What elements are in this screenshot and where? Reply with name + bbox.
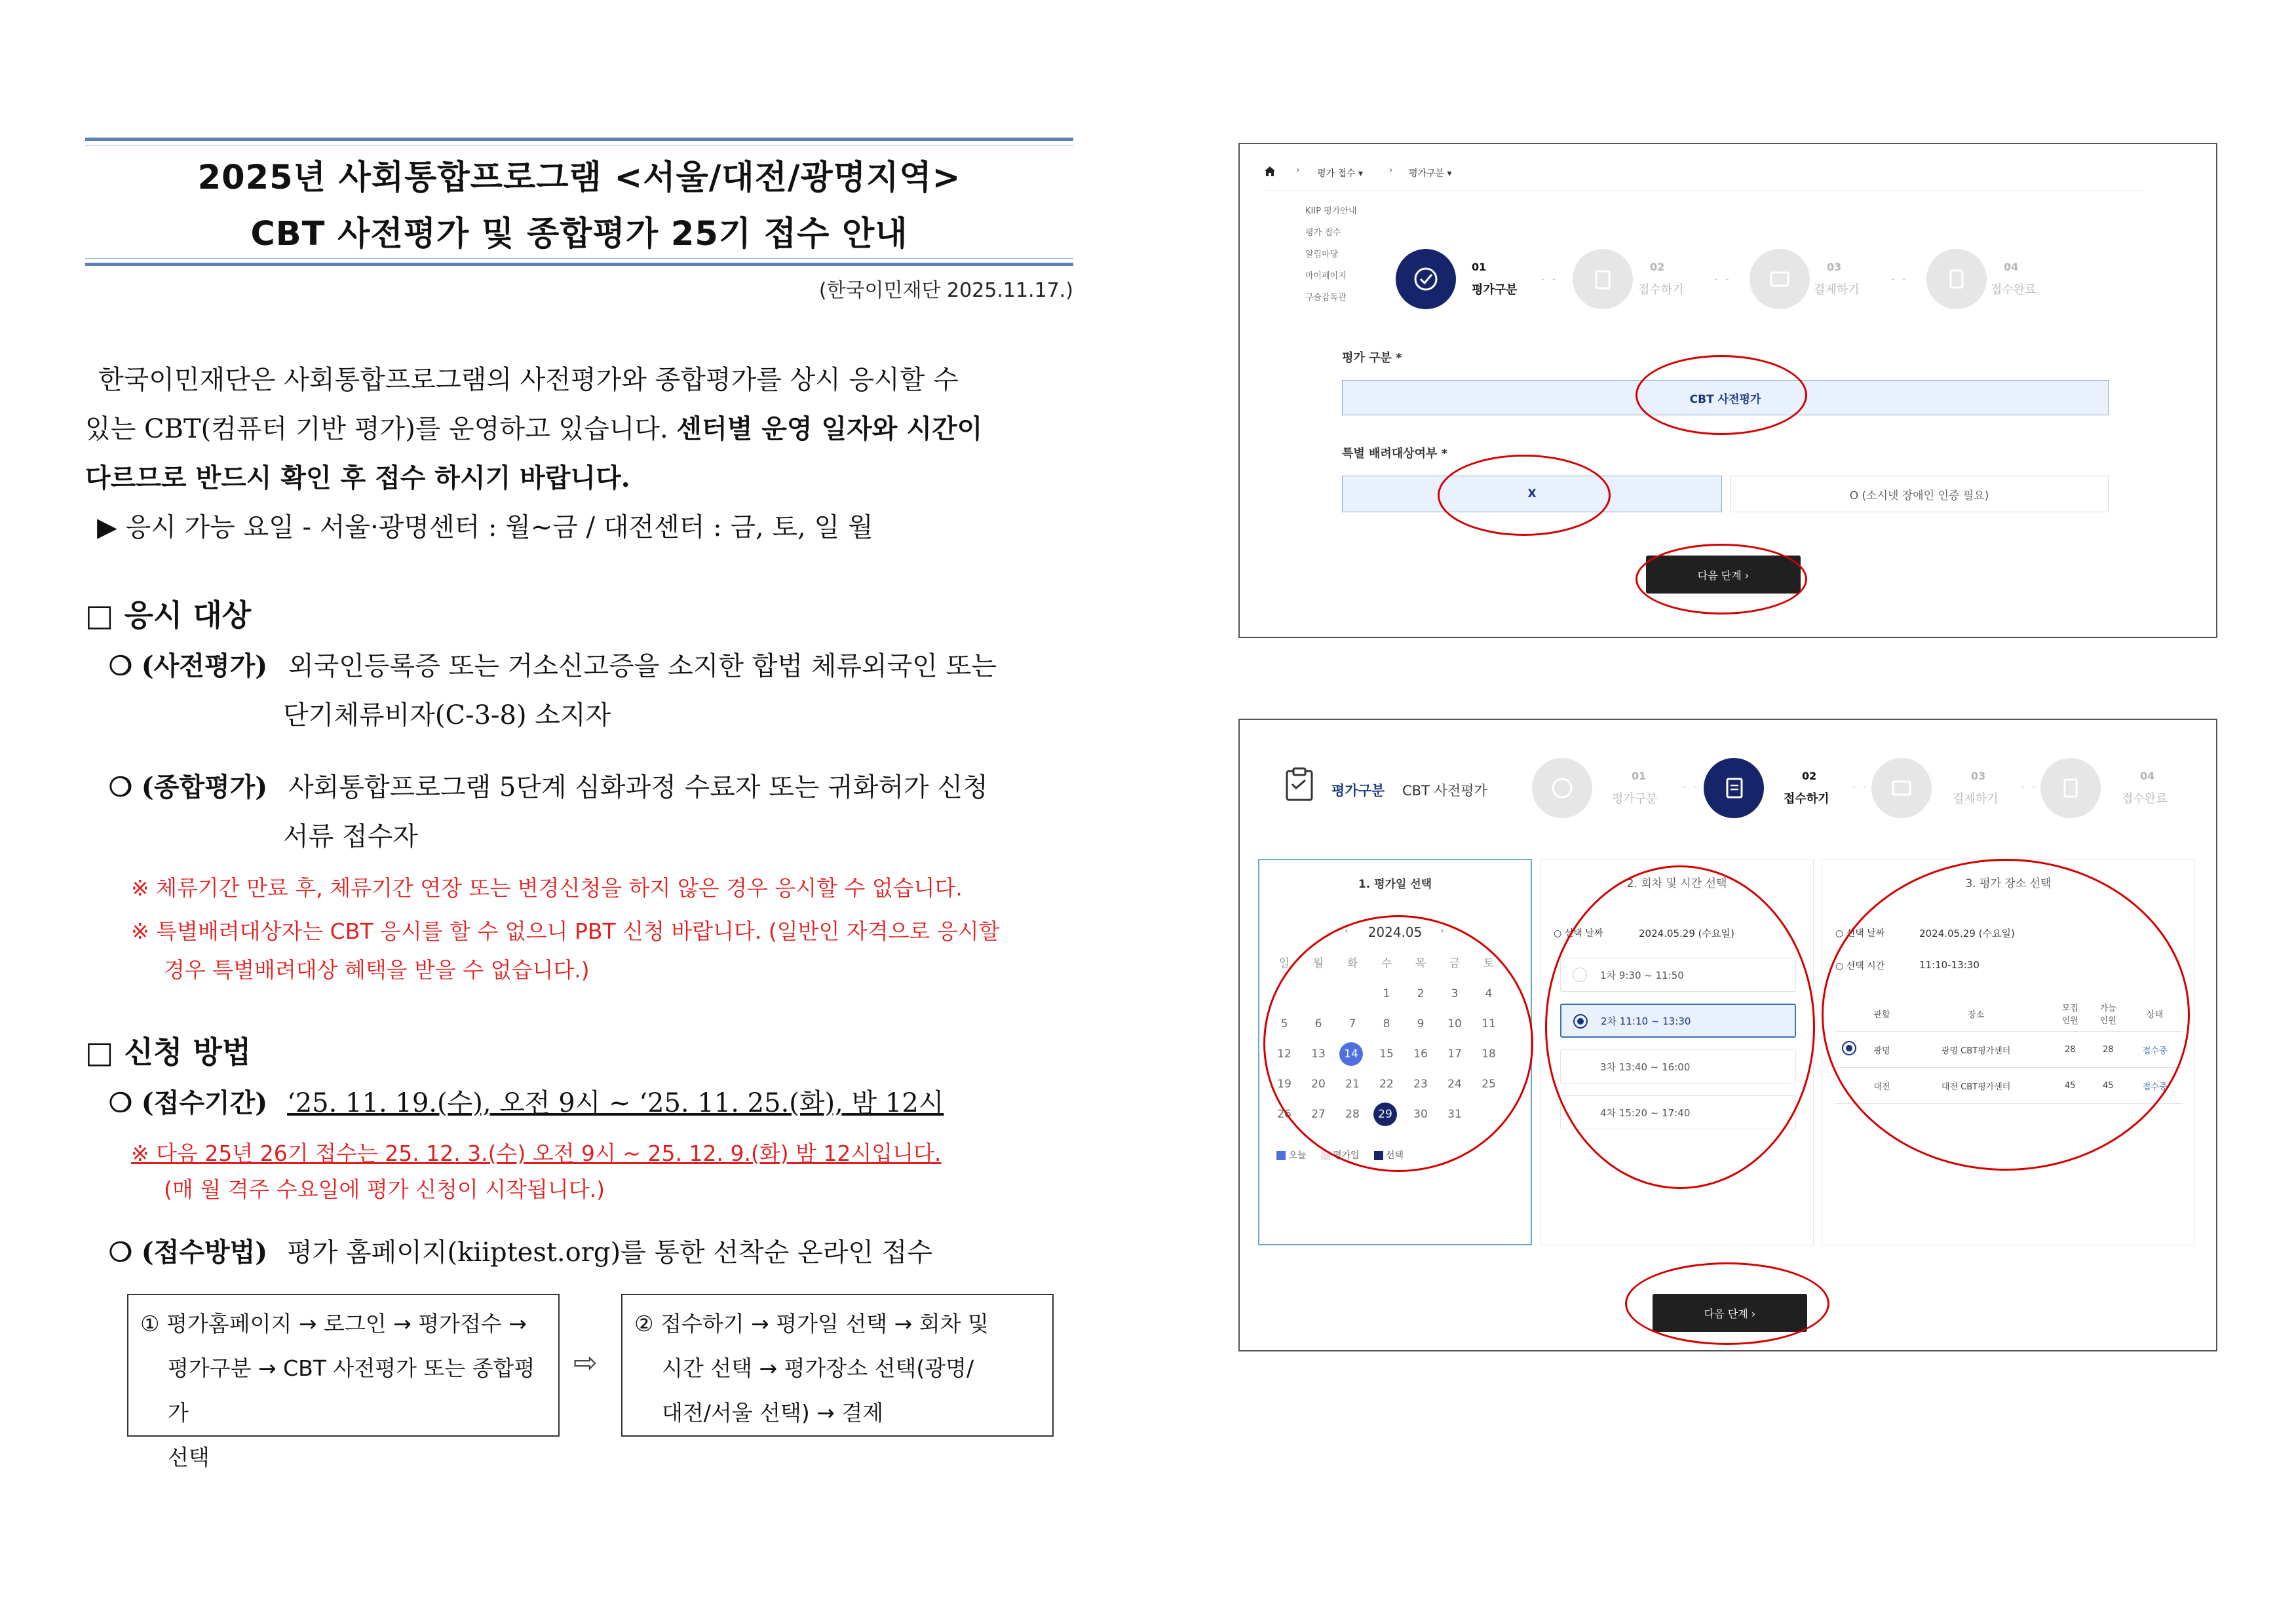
calendar-day[interactable]: 12 xyxy=(1277,1048,1292,1061)
time-slot-4[interactable]: 4차 15:20 ~ 17:40 xyxy=(1560,1095,1796,1129)
calendar-day-today[interactable]: 14 xyxy=(1339,1042,1363,1066)
available-days: ▶ 응시 가능 요일 - 서울·광명센터 : 월~금 / 대전센터 : 금, 토, 일 월 xyxy=(97,512,873,542)
cell-status: 접수중 xyxy=(2127,1068,2183,1104)
document-title-line2: CBT 사전평가 및 종합평가 25기 접수 안내 xyxy=(250,215,908,254)
step-3-label: 결제하기 xyxy=(1814,283,1860,297)
weekday-header: 수 xyxy=(1381,957,1392,970)
cell-capacity: 28 xyxy=(2051,1032,2089,1068)
eval-type-select[interactable]: CBT 사전평가 xyxy=(1342,380,2109,415)
weekday-header: 금 xyxy=(1449,957,1461,970)
intro-line-1: 한국이민재단은 사회통합프로그램의 사전평가와 종합평가를 상시 응시할 수 xyxy=(98,365,959,395)
location-select-column xyxy=(1822,859,2195,1245)
cell-capacity: 45 xyxy=(2051,1068,2089,1104)
home-icon[interactable] xyxy=(1263,165,1276,177)
cell-available: 28 xyxy=(2089,1032,2127,1068)
breadcrumb-eval-type[interactable]: 평가구분 ▾ xyxy=(1409,168,1452,179)
calendar-grid xyxy=(1267,952,1529,1148)
col-header-region: 관할 xyxy=(1863,996,1901,1032)
table-row[interactable] xyxy=(1835,1068,2183,1104)
calendar-day[interactable]: 7 xyxy=(1349,1017,1356,1030)
selected-date-label-2: ○ 선택 날짜 xyxy=(1835,928,1885,939)
total-eval-text-1: 사회통합프로그램 5단계 심화과정 수료자 또는 귀화허가 신청 xyxy=(288,772,988,803)
next-month-icon[interactable]: › xyxy=(1440,926,1444,936)
flow-box-2-line1: ② 접수하기 → 평가일 선택 → 회차 및 xyxy=(634,1311,989,1336)
total-eval-label: ❍ (종합평가) xyxy=(109,772,268,803)
field-special-label: 특별 배려대상여부 * xyxy=(1342,447,1448,461)
section-eligibility: □ 응시 대상 xyxy=(85,597,252,633)
section-apply-method: □ 신청 방법 xyxy=(85,1034,252,1070)
table-row[interactable] xyxy=(1835,1032,2183,1068)
step-1-icon xyxy=(1532,758,1592,818)
calendar-day[interactable]: 8 xyxy=(1383,1017,1390,1030)
cell-place: 광명 CBT평가센터 xyxy=(1901,1032,2051,1068)
calendar-day[interactable]: 26 xyxy=(1277,1108,1292,1121)
radio-icon xyxy=(1573,968,1587,982)
note-special-2: 경우 특별배려대상 혜택을 받을 수 없습니다.) xyxy=(164,957,590,983)
time-select-column xyxy=(1540,859,1814,1245)
step-2-num: 02 xyxy=(1802,770,1817,782)
calendar-day[interactable]: 18 xyxy=(1482,1048,1496,1061)
cell-available: 45 xyxy=(2089,1068,2127,1104)
calendar-legend xyxy=(1276,1148,1404,1161)
prev-month-icon[interactable]: ‹ xyxy=(1345,926,1349,936)
calendar-day[interactable]: 23 xyxy=(1413,1078,1428,1091)
col-header-place: 장소 xyxy=(1901,996,2051,1032)
document-title-line1: 2025년 사회통합프로그램 <서울/대전/광명지역> xyxy=(197,159,961,197)
period-label: ❍ (접수기간) xyxy=(109,1087,268,1118)
intro-line-2 xyxy=(85,408,982,445)
breadcrumb-eval-apply[interactable]: 평가 접수 ▾ xyxy=(1317,168,1364,179)
calendar-day-selected[interactable]: 29 xyxy=(1373,1103,1397,1126)
step-2-num: 02 xyxy=(1650,261,1665,273)
step-divider: - - xyxy=(1891,273,1908,285)
step-3-num: 03 xyxy=(1971,770,1986,782)
date-select-title: 1. 평가일 선택 xyxy=(1358,878,1432,891)
method-label: ❍ (접수방법) xyxy=(109,1237,268,1268)
cell-region: 광명 xyxy=(1863,1032,1901,1068)
note-special-1: ※ 특별배려대상자는 CBT 응시를 할 수 없으니 PBT 신청 바랍니다. (일반인 자격으로 응시할 xyxy=(131,918,1000,944)
calendar-day[interactable]: 19 xyxy=(1277,1078,1292,1091)
cell-place: 대전 CBT평가센터 xyxy=(1901,1068,2051,1104)
flow-box-1-line1: ① 평가홈페이지 → 로그인 → 평가접수 → xyxy=(140,1311,527,1336)
menu-item-kiip-guide[interactable]: KIIP 평가안내 xyxy=(1305,206,1357,216)
clipboard-icon xyxy=(1282,766,1318,803)
flow-box-1 xyxy=(127,1294,560,1470)
screenshot-panel-step1 xyxy=(1238,143,2217,638)
step-4-icon xyxy=(1926,249,1987,309)
legend-selected: 선택 xyxy=(1374,1148,1404,1161)
breadcrumb-divider xyxy=(1266,190,2144,191)
step-1-num: 01 xyxy=(1472,261,1487,273)
calendar-day[interactable]: 13 xyxy=(1311,1048,1326,1061)
calendar-day[interactable]: 6 xyxy=(1314,1017,1322,1030)
step-4-num: 04 xyxy=(2004,261,2019,273)
location-select-title: 3. 평가 장소 선택 xyxy=(1965,877,2052,890)
biweekly-note: (매 월 격주 수요일에 평가 신청이 시작됩니다.) xyxy=(164,1177,605,1202)
calendar-day[interactable]: 10 xyxy=(1447,1017,1462,1030)
flow-arrow-icon: ⇨ xyxy=(573,1346,598,1380)
document-title-box xyxy=(85,138,1073,266)
radio-checked-icon[interactable] xyxy=(1842,1041,1856,1055)
selected-time-label: ○ 선택 시간 xyxy=(1835,961,1885,972)
selected-date-value-2: 2024.05.29 (수요일) xyxy=(1919,928,2015,939)
screenshot-panel-step2 xyxy=(1238,719,2217,1351)
step-3-label: 결제하기 xyxy=(1953,792,1999,806)
step-divider: - - xyxy=(1714,273,1731,285)
calendar-day[interactable]: 25 xyxy=(1482,1078,1496,1091)
col-header-available: 가능 인원 xyxy=(2089,996,2127,1032)
step-4-num: 04 xyxy=(2140,770,2155,782)
step-divider: - - xyxy=(1683,780,1700,793)
calendar-day[interactable]: 11 xyxy=(1482,1017,1496,1030)
menu-item-mypage[interactable]: 마이페이지 xyxy=(1305,271,1347,281)
step-3-num: 03 xyxy=(1827,261,1842,273)
next-step-button[interactable]: 다음 단계 › xyxy=(1646,556,1801,594)
breadcrumb-sep-icon: › xyxy=(1296,165,1300,176)
step-divider: - - xyxy=(1852,780,1869,793)
time-select-title: 2. 회차 및 시간 선택 xyxy=(1626,877,1727,890)
calendar-day[interactable]: 15 xyxy=(1379,1048,1394,1061)
intro-line-2-bold: 센터별 운영 일자와 시간이 xyxy=(676,413,983,444)
weekday-header: 일 xyxy=(1278,957,1290,970)
calendar-day[interactable]: 31 xyxy=(1447,1108,1462,1121)
step-1-label: 평가구분 xyxy=(1472,283,1518,297)
radio-checked-icon xyxy=(1573,1014,1588,1029)
calendar-day[interactable]: 24 xyxy=(1447,1078,1462,1091)
table-header-row xyxy=(1835,996,2183,1032)
step-2-label: 접수하기 xyxy=(1784,792,1829,806)
total-eval-text-2: 서류 접수자 xyxy=(283,821,418,852)
calendar-day[interactable]: 2 xyxy=(1417,987,1425,1000)
step-2-icon xyxy=(1704,758,1764,818)
weekday-header: 목 xyxy=(1415,957,1426,970)
note-stay-expiry: ※ 체류기간 만료 후, 체류기간 연장 또는 변경신청을 하지 않은 경우 응시할 수 없습니다. xyxy=(131,875,963,901)
cell-region: 대전 xyxy=(1863,1068,1901,1104)
calendar-day[interactable]: 28 xyxy=(1345,1108,1360,1121)
calendar-day[interactable]: 9 xyxy=(1417,1017,1425,1030)
flow-box-2 xyxy=(621,1294,1054,1437)
calendar-day[interactable]: 4 xyxy=(1485,987,1493,1000)
pre-eval-text-2: 단기체류비자(C-3-8) 소지자 xyxy=(283,700,611,730)
flow-box-1-line3: 선택 xyxy=(168,1445,210,1470)
step-divider: - - xyxy=(2021,780,2038,793)
weekday-header: 화 xyxy=(1347,957,1358,970)
pre-eval-text-1: 외국인등록증 또는 거소신고증을 소지한 합법 체류외국인 또는 xyxy=(288,651,997,681)
period-text: ‘25. 11. 19.(수), 오전 9시 ~ ‘25. 11. 25.(화), 밤 12시 xyxy=(287,1088,944,1118)
flow-box-1-line2: 평가구분 → CBT 사전평가 또는 종합평가 xyxy=(168,1355,535,1426)
step-1-num: 01 xyxy=(1632,770,1647,782)
issue-date: (한국이민재단 2025.11.17.) xyxy=(818,279,1073,302)
menu-item-oral-supervisor[interactable]: 구술감독관 xyxy=(1305,293,1347,303)
col-header-status: 상태 xyxy=(2127,996,2183,1032)
step-4-label: 접수완료 xyxy=(2122,792,2168,806)
date-select-column xyxy=(1258,859,1532,1245)
intro-line-2-normal: 있는 CBT(컴퓨터 기반 평가)를 운영하고 있습니다. xyxy=(85,414,677,444)
calendar-month: 2024.05 xyxy=(1368,924,1423,940)
time-slot-1[interactable]: 1차 9:30 ~ 11:50 xyxy=(1560,958,1796,992)
calendar-day[interactable]: 3 xyxy=(1451,987,1459,1000)
method-text: 평가 홈페이지(kiiptest.org)를 통한 선착순 온라인 접수 xyxy=(287,1237,932,1268)
step-4-icon xyxy=(2040,758,2101,818)
calendar-day[interactable]: 1 xyxy=(1383,987,1390,1000)
calendar-day[interactable]: 17 xyxy=(1447,1048,1462,1061)
step-4-label: 접수완료 xyxy=(1991,283,2037,297)
location-table xyxy=(1835,996,2183,1104)
header-eval-type-value: CBT 사전평가 xyxy=(1402,783,1487,799)
header-eval-type-label: 평가구분 xyxy=(1331,783,1385,799)
step-2-label: 접수하기 xyxy=(1638,283,1684,297)
breadcrumb-sep-icon: › xyxy=(1389,165,1393,176)
special-option-x[interactable]: X xyxy=(1342,476,1722,512)
calendar-day[interactable]: 27 xyxy=(1311,1108,1326,1121)
legend-today: 오늘 xyxy=(1276,1148,1307,1161)
pre-eval-label: ❍ (사전평가) xyxy=(109,651,268,681)
calendar-day[interactable]: 20 xyxy=(1311,1078,1326,1091)
next-period-note: ※ 다음 25년 26기 접수는 25. 12. 3.(수) 오전 9시 ~ 25. 12. 9.(화) 밤 12시입니다. xyxy=(131,1141,942,1166)
weekday-header: 토 xyxy=(1483,957,1495,970)
time-slot-2[interactable]: 2차 11:10 ~ 13:30 xyxy=(1560,1004,1796,1038)
weekday-header: 월 xyxy=(1312,957,1324,970)
legend-eval-day: 평가일 xyxy=(1321,1148,1360,1161)
calendar-day[interactable]: 5 xyxy=(1280,1017,1288,1030)
step-3-icon xyxy=(1750,249,1810,309)
col-header-capacity: 모집 인원 xyxy=(2051,996,2089,1032)
step-2-icon xyxy=(1573,249,1633,309)
nav-dropdown-menu xyxy=(1305,200,1356,309)
step-1-label: 평가구분 xyxy=(1612,792,1658,806)
field-eval-type-label: 평가 구분 * xyxy=(1342,351,1402,365)
selected-time-value: 11:10-13:30 xyxy=(1919,959,1980,971)
step-3-icon xyxy=(1871,758,1932,818)
calendar-day[interactable]: 16 xyxy=(1413,1048,1428,1061)
selected-date-label: ○ 선택 날짜 xyxy=(1554,928,1603,939)
calendar-day[interactable]: 30 xyxy=(1413,1108,1428,1121)
step-divider: - - xyxy=(1541,273,1558,285)
cell-status: 접수중 xyxy=(2127,1032,2183,1068)
step-1-icon xyxy=(1396,249,1456,309)
selected-date-value: 2024.05.29 (수요일) xyxy=(1639,928,1734,939)
flow-box-2-line2: 시간 선택 → 평가장소 선택(광명/ xyxy=(662,1355,974,1381)
calendar-day[interactable]: 21 xyxy=(1345,1078,1360,1091)
special-option-o[interactable]: O (소시넷 장애인 인증 필요) xyxy=(1730,476,2109,512)
next-step-button[interactable]: 다음 단계 › xyxy=(1653,1294,1807,1332)
menu-item-eval-apply[interactable]: 평가 접수 xyxy=(1305,228,1341,238)
intro-line-3: 다르므로 반드시 확인 후 접수 하시기 바랍니다. xyxy=(85,463,630,493)
flow-box-2-line3: 대전/서울 선택) → 결제 xyxy=(662,1400,884,1426)
time-slot-3[interactable]: 3차 13:40 ~ 16:00 xyxy=(1560,1049,1796,1084)
calendar-day[interactable]: 22 xyxy=(1379,1078,1394,1091)
menu-item-notice[interactable]: 알림마당 xyxy=(1305,250,1339,259)
